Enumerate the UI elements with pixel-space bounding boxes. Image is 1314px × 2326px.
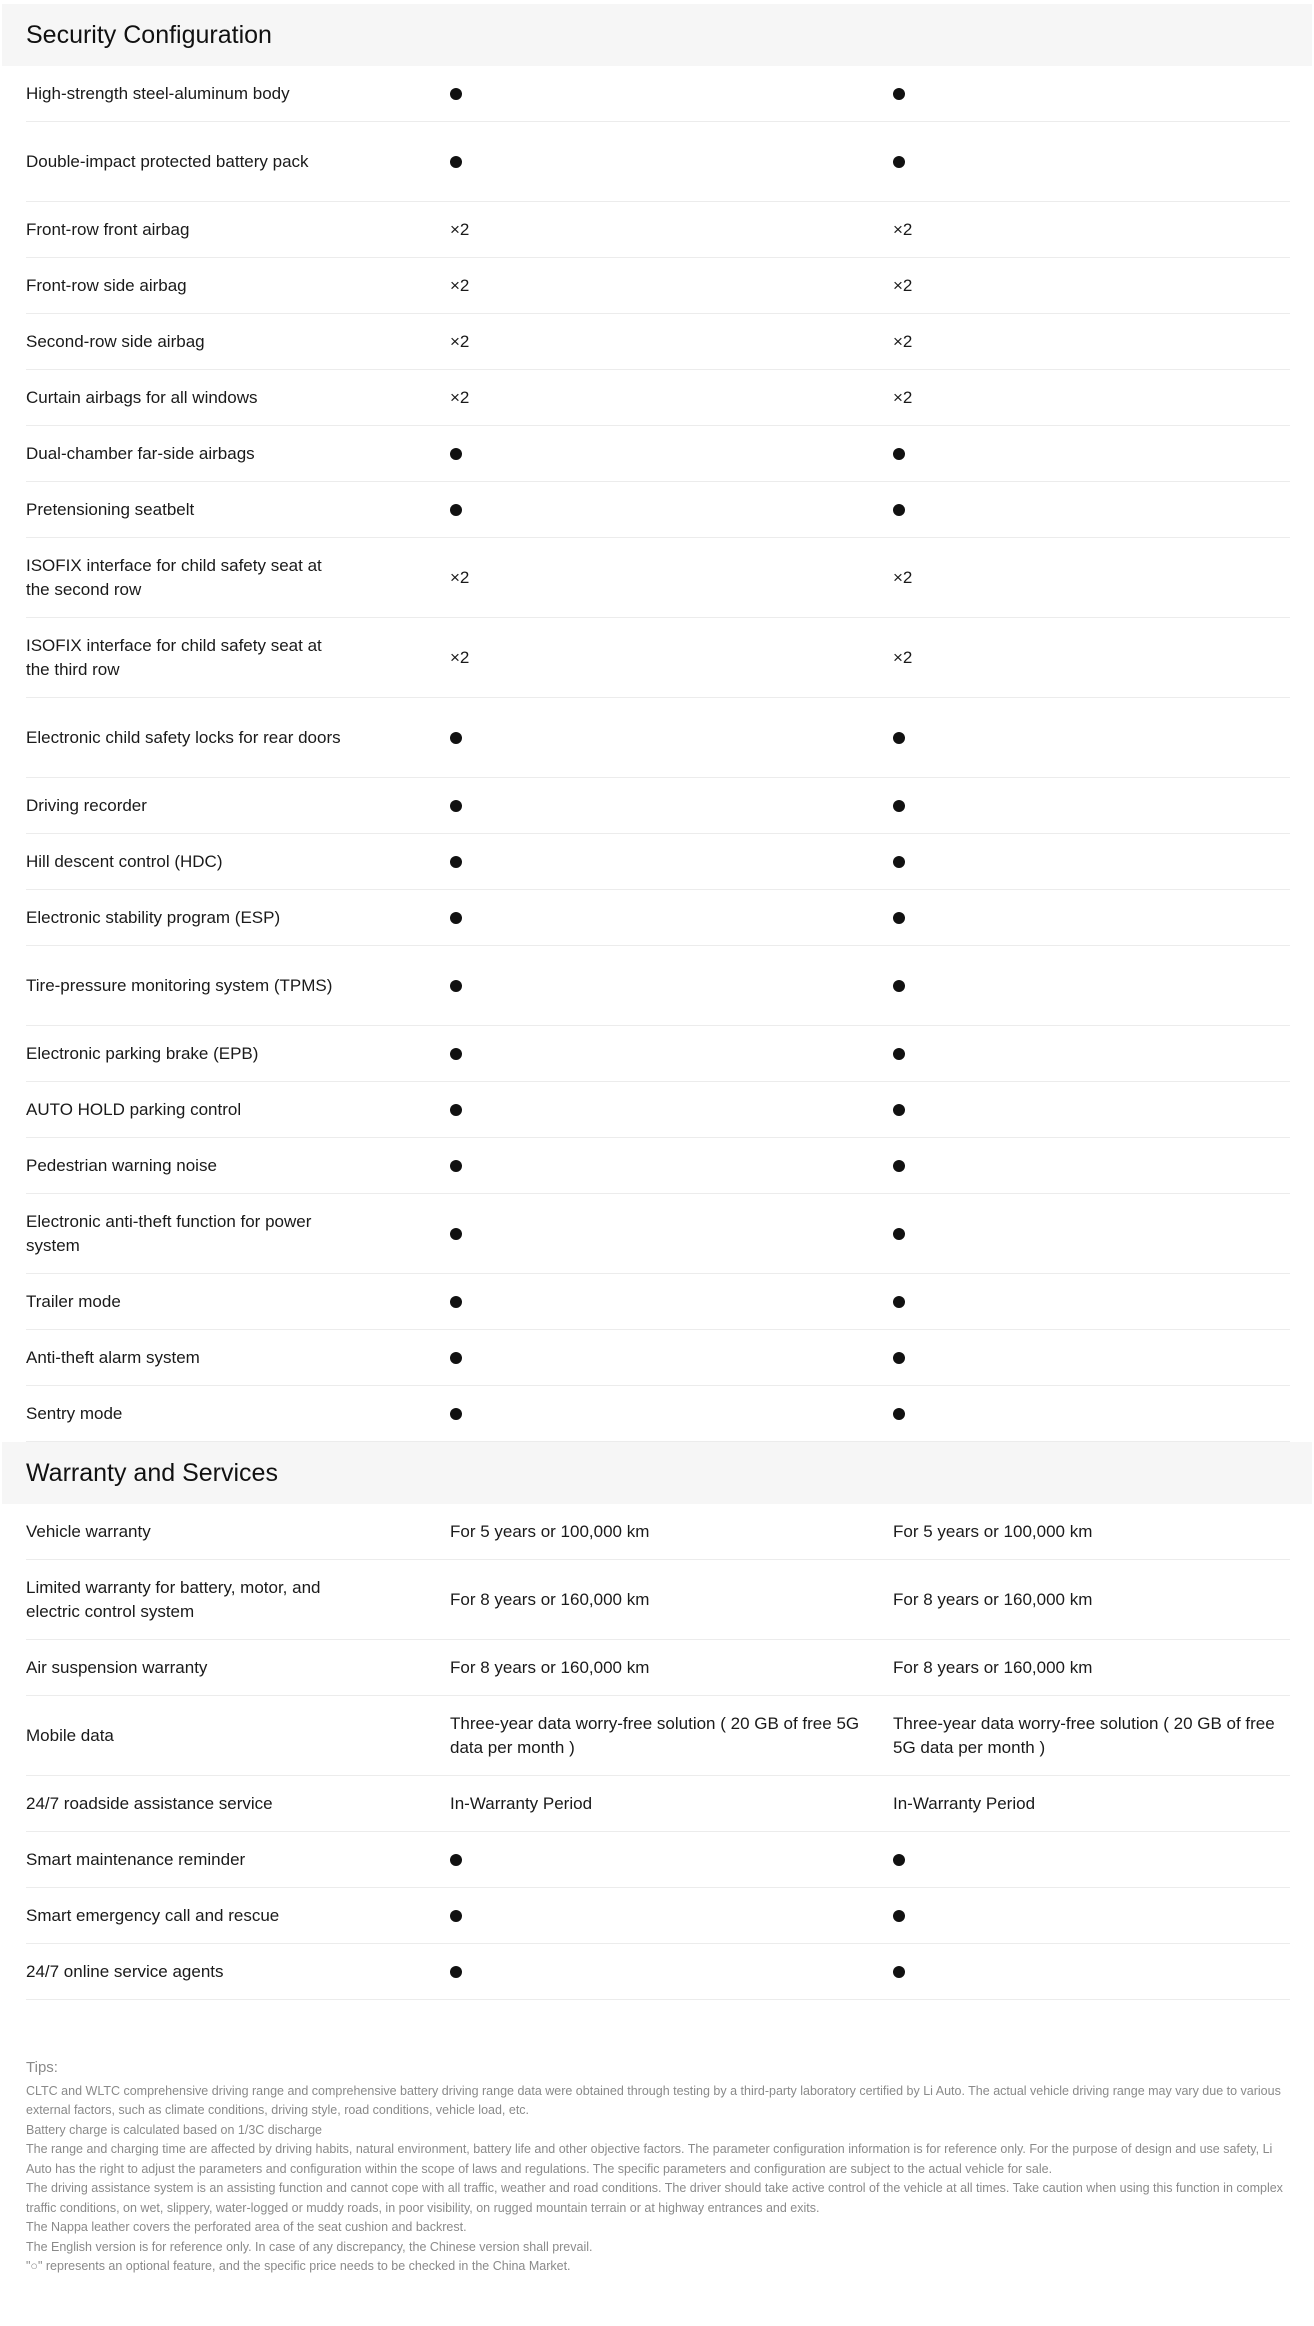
table-row (26, 538, 1290, 618)
value-cell: In-Warranty Period (450, 1793, 593, 1813)
row-label: 24/7 online service agents (26, 1961, 224, 1981)
value-cell (450, 1848, 893, 1872)
standard-feature-dot-icon (893, 1160, 905, 1172)
row-label: Electronic stability program (ESP) (26, 907, 281, 927)
value-cell (450, 726, 893, 750)
table-row (26, 890, 1290, 946)
table-row (26, 1386, 1290, 1442)
row-label: Driving recorder (26, 795, 147, 815)
value-cell (893, 850, 1290, 874)
standard-feature-dot-icon (450, 88, 462, 100)
standard-feature-dot-icon (450, 732, 462, 744)
value-cell: For 8 years or 160,000 km (450, 1657, 650, 1677)
row-label: Front-row front airbag (26, 219, 190, 239)
value-cell (450, 442, 893, 466)
table-row (26, 1696, 1290, 1776)
value-cell (450, 1290, 893, 1314)
value-cell (450, 498, 893, 522)
standard-feature-dot-icon (450, 1048, 462, 1060)
standard-feature-dot-icon (893, 504, 905, 516)
row-label: Pedestrian warning noise (26, 1155, 217, 1175)
table-row (26, 122, 1290, 202)
table-row (26, 482, 1290, 538)
warranty-table (0, 1504, 1314, 2000)
row-label: Limited warranty for battery, motor, and electric control system (26, 1577, 321, 1621)
value-cell: ×2 (893, 275, 913, 295)
value-cell (893, 1098, 1290, 1122)
value-cell (450, 1346, 893, 1370)
value-cell (893, 1346, 1290, 1370)
row-label: Anti-theft alarm system (26, 1347, 200, 1367)
value-cell: ×2 (893, 331, 913, 351)
row-label: Electronic anti-theft function for power system (26, 1211, 312, 1255)
section-title-security: Security Configuration (2, 4, 1312, 66)
table-row (26, 1776, 1290, 1832)
value-cell (893, 906, 1290, 930)
value-cell: For 8 years or 160,000 km (893, 1589, 1093, 1609)
table-row (26, 1274, 1290, 1330)
table-row (26, 202, 1290, 258)
row-label: Electronic parking brake (EPB) (26, 1043, 259, 1063)
table-row (26, 258, 1290, 314)
value-cell (450, 1904, 893, 1928)
value-cell: For 5 years or 100,000 km (893, 1521, 1093, 1541)
tips-title: Tips: (26, 2059, 58, 2076)
table-row (26, 1640, 1290, 1696)
standard-feature-dot-icon (893, 88, 905, 100)
value-cell: ×2 (450, 275, 470, 295)
value-cell (450, 850, 893, 874)
tip-line: Battery charge is calculated based on 1/3C discharge (26, 2122, 323, 2137)
standard-feature-dot-icon (893, 448, 905, 460)
row-label: Vehicle warranty (26, 1521, 151, 1541)
row-label: AUTO HOLD parking control (26, 1099, 242, 1119)
standard-feature-dot-icon (893, 1104, 905, 1116)
table-row (26, 1832, 1290, 1888)
value-cell (450, 1154, 893, 1178)
row-label: Curtain airbags for all windows (26, 387, 258, 407)
value-cell: ×2 (450, 219, 470, 239)
row-label: ISOFIX interface for child safety seat at the third row (26, 635, 322, 679)
table-row (26, 1888, 1290, 1944)
value-cell (450, 1402, 893, 1426)
row-label: ISOFIX interface for child safety seat at the second row (26, 555, 322, 599)
standard-feature-dot-icon (450, 156, 462, 168)
standard-feature-dot-icon (893, 1228, 905, 1240)
value-cell: ×2 (893, 387, 913, 407)
standard-feature-dot-icon (893, 980, 905, 992)
value-cell (450, 82, 893, 106)
table-row (26, 1330, 1290, 1386)
value-cell: For 8 years or 160,000 km (450, 1589, 650, 1609)
standard-feature-dot-icon (450, 800, 462, 812)
table-row (26, 834, 1290, 890)
tips-list (26, 2082, 1290, 2277)
value-cell (893, 82, 1290, 106)
value-cell (893, 1848, 1290, 1872)
value-cell: In-Warranty Period (893, 1793, 1036, 1813)
value-cell: For 8 years or 160,000 km (893, 1657, 1093, 1677)
standard-feature-dot-icon (450, 1228, 462, 1240)
table-row (26, 778, 1290, 834)
tip-line: CLTC and WLTC comprehensive driving range and comprehensive battery driving range data were obtained through testing by a third-party laboratory certified by Li Auto. The actual vehicle driving range may vary due to various external factors, such as climate conditions, driving style, road conditions, vehicle load, etc. (26, 2083, 1281, 2117)
table-row (26, 618, 1290, 698)
standard-feature-dot-icon (893, 1966, 905, 1978)
table-row (26, 1026, 1290, 1082)
tips-section (0, 2000, 1314, 2317)
table-row (26, 1944, 1290, 2000)
value-cell (450, 1960, 893, 1984)
standard-feature-dot-icon (450, 1160, 462, 1172)
table-row (26, 1138, 1290, 1194)
standard-feature-dot-icon (450, 1966, 462, 1978)
value-cell (450, 150, 893, 174)
tip-line: The English version is for reference only. In case of any discrepancy, the Chinese version shall prevail. (26, 2239, 593, 2254)
value-cell (893, 442, 1290, 466)
tip-line: The range and charging time are affected by driving habits, natural environment, battery life and other objective factors. The parameter configuration information is for reference only. For the purpose of design and use safety, Li Auto has the right to adjust the parameters and configuration within the scope of laws and regulations. The specific parameters and configuration are subject to the actual vehicle for sale. (26, 2142, 1273, 2176)
row-label: Air suspension warranty (26, 1657, 208, 1677)
value-cell (450, 794, 893, 818)
row-label: Second-row side airbag (26, 331, 205, 351)
value-cell (893, 1042, 1290, 1066)
row-label: Smart emergency call and rescue (26, 1905, 280, 1925)
value-cell (893, 794, 1290, 818)
standard-feature-dot-icon (893, 1910, 905, 1922)
value-cell (893, 1290, 1290, 1314)
value-cell (893, 1222, 1290, 1246)
standard-feature-dot-icon (893, 856, 905, 868)
table-row (26, 1194, 1290, 1274)
row-label: Electronic child safety locks for rear doors (26, 727, 341, 747)
standard-feature-dot-icon (893, 732, 905, 744)
value-cell: Three-year data worry-free solution ( 20 GB of free 5G data per month ) (893, 1713, 1275, 1757)
standard-feature-dot-icon (893, 1048, 905, 1060)
table-row (26, 370, 1290, 426)
row-label: Hill descent control (HDC) (26, 851, 223, 871)
row-label: 24/7 roadside assistance service (26, 1793, 273, 1813)
value-cell: Three-year data worry-free solution ( 20 GB of free 5G data per month ) (450, 1713, 860, 1757)
standard-feature-dot-icon (893, 800, 905, 812)
value-cell: ×2 (893, 219, 913, 239)
standard-feature-dot-icon (893, 1296, 905, 1308)
standard-feature-dot-icon (450, 980, 462, 992)
row-label: Mobile data (26, 1725, 114, 1745)
value-cell (893, 498, 1290, 522)
value-cell (893, 974, 1290, 998)
standard-feature-dot-icon (450, 1296, 462, 1308)
tip-line: The Nappa leather covers the perforated area of the seat cushion and backrest. (26, 2220, 467, 2234)
table-row (26, 1082, 1290, 1138)
table-row (26, 1504, 1290, 1560)
value-cell (450, 974, 893, 998)
value-cell: ×2 (450, 331, 470, 351)
standard-feature-dot-icon (893, 1408, 905, 1420)
value-cell (450, 1098, 893, 1122)
section-title-warranty: Warranty and Services (2, 1442, 1312, 1504)
value-cell: ×2 (893, 567, 913, 587)
row-label: Double-impact protected battery pack (26, 151, 309, 171)
row-label: Trailer mode (26, 1291, 121, 1311)
row-label: Front-row side airbag (26, 275, 187, 295)
standard-feature-dot-icon (450, 1910, 462, 1922)
tip-line: "○" represents an optional feature, and the specific price needs to be checked in the China Market. (26, 2259, 571, 2273)
value-cell (450, 1222, 893, 1246)
table-row (26, 66, 1290, 122)
standard-feature-dot-icon (450, 1352, 462, 1364)
standard-feature-dot-icon (450, 448, 462, 460)
row-label: High-strength steel-aluminum body (26, 83, 290, 103)
value-cell: ×2 (450, 647, 470, 667)
value-cell: For 5 years or 100,000 km (450, 1521, 650, 1541)
value-cell: ×2 (893, 647, 913, 667)
standard-feature-dot-icon (450, 856, 462, 868)
value-cell (893, 150, 1290, 174)
standard-feature-dot-icon (893, 156, 905, 168)
standard-feature-dot-icon (893, 1352, 905, 1364)
value-cell (893, 1960, 1290, 1984)
value-cell (893, 726, 1290, 750)
value-cell (893, 1154, 1290, 1178)
value-cell (893, 1904, 1290, 1928)
value-cell: ×2 (450, 387, 470, 407)
table-row (26, 698, 1290, 778)
standard-feature-dot-icon (450, 504, 462, 516)
value-cell: ×2 (450, 567, 470, 587)
table-row (26, 1560, 1290, 1640)
row-label: Tire-pressure monitoring system (TPMS) (26, 975, 333, 995)
security-table (0, 66, 1314, 1442)
standard-feature-dot-icon (450, 912, 462, 924)
standard-feature-dot-icon (450, 1104, 462, 1116)
row-label: Sentry mode (26, 1403, 123, 1423)
table-row (26, 946, 1290, 1026)
standard-feature-dot-icon (450, 1408, 462, 1420)
row-label: Pretensioning seatbelt (26, 499, 195, 519)
row-label: Dual-chamber far-side airbags (26, 443, 255, 463)
value-cell (450, 1042, 893, 1066)
standard-feature-dot-icon (450, 1854, 462, 1866)
table-row (26, 314, 1290, 370)
table-row (26, 426, 1290, 482)
tip-line: The driving assistance system is an assisting function and cannot cope with all traffic, weather and road conditions. The driver should take active control of the vehicle at all times. Take caution when using this function in complex traffic conditions, on wet, slippery, water-logged or muddy roads, in poor visibility, on rugged mountain terrain or at highway entrances and exits. (26, 2181, 1283, 2215)
value-cell (893, 1402, 1290, 1426)
row-label: Smart maintenance reminder (26, 1849, 246, 1869)
standard-feature-dot-icon (893, 1854, 905, 1866)
value-cell (450, 906, 893, 930)
standard-feature-dot-icon (893, 912, 905, 924)
